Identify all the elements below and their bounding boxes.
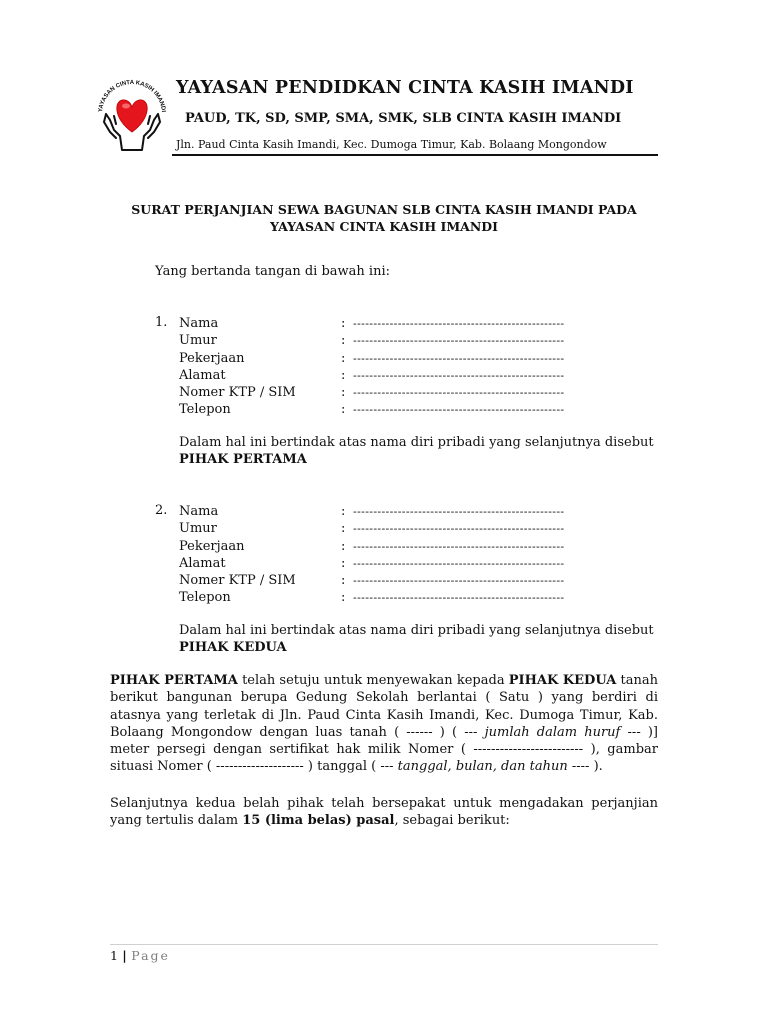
field-blank: ----------------------------------------------------: [353, 403, 565, 417]
field-blank: ----------------------------------------------------: [353, 574, 565, 588]
organization-address: Jln. Paud Cinta Kasih Imandi, Kec. Dumoga Timur, Kab. Bolaang Mongondow: [176, 138, 607, 151]
field-colon: :: [341, 333, 346, 349]
document-title: [110, 201, 658, 235]
field-colon: :: [341, 538, 346, 554]
field-row: [179, 332, 659, 349]
paragraph-text: tanah berikut bangunan berupa Gedung Sekolah berlantai ( Satu ) yang berdiri di atasnya yang terletak di Jln. Paud Cinta Kasih Imandi, Kec. Dumoga Timur, Kab. Bolaang Mongondow dengan luas tanah ( ------ ) ( ---: [110, 673, 659, 740]
party-one-number: 1.: [155, 315, 168, 330]
field-label: Pekerjaan: [179, 350, 245, 366]
page-word: Page: [131, 948, 170, 963]
field-blank: ----------------------------------------------------: [353, 539, 565, 553]
field-row: [179, 572, 659, 589]
school-levels: PAUD, TK, SD, SMP, SMA, SMK, SLB CINTA KASIH IMANDI: [185, 111, 622, 126]
organization-name: YAYASAN PENDIDKAN CINTA KASIH IMANDI: [176, 78, 634, 98]
field-label: Umur: [179, 521, 217, 537]
field-row: [179, 384, 659, 401]
field-blank: ----------------------------------------------------: [353, 317, 565, 330]
foundation-logo: [92, 74, 172, 158]
field-colon: :: [341, 316, 346, 331]
field-label: Nomer KTP / SIM: [179, 573, 296, 589]
left-hand-icon: [104, 114, 122, 150]
field-blank: ----------------------------------------------------: [353, 522, 565, 536]
field-row: [179, 589, 659, 606]
logo-arc-text: YAYASAN CINTA KASIH IMANDI: [98, 79, 166, 113]
title-line-1: SURAT PERJANJIAN SEWA BAGUNAN SLB CINTA KASIH IMANDI PADA: [131, 202, 637, 217]
field-label: Nomer KTP / SIM: [179, 385, 296, 401]
paragraph-text: Selanjutnya kedua belah pihak telah bersepakat untuk mengadakan perjanjian yang tertulis dalam: [110, 796, 658, 829]
field-label: Nama: [179, 504, 219, 519]
field-colon: :: [341, 590, 346, 606]
article-count-bold: 15 (lima belas) pasal: [242, 813, 395, 829]
footer-separator: |: [117, 948, 132, 963]
paragraph-text: --- )] meter persegi dengan sertifikat hak milik Nomer ( ------------------------- ), gambar situasi Nomer ( -------------------- ) tanggal ( ---: [110, 724, 659, 775]
field-colon: :: [341, 402, 346, 418]
field-label: Nama: [179, 316, 219, 331]
field-blank: ----------------------------------------------------: [353, 386, 565, 400]
field-label: Alamat: [179, 555, 226, 571]
field-label: Telepon: [179, 590, 231, 606]
field-colon: :: [341, 521, 346, 537]
field-row: [179, 538, 659, 555]
field-blank: ----------------------------------------------------: [353, 556, 565, 570]
paragraph-text: ---- ).: [567, 759, 603, 775]
field-row: [179, 503, 659, 520]
field-blank: ----------------------------------------------------: [353, 351, 565, 365]
field-colon: :: [341, 504, 346, 519]
party-one-bold: PIHAK PERTAMA: [110, 673, 238, 688]
field-row: [179, 401, 659, 418]
party-one-role: PIHAK PERTAMA: [179, 452, 307, 468]
field-colon: :: [341, 367, 346, 383]
party-two-description: [179, 622, 659, 657]
field-label: Telepon: [179, 402, 231, 418]
field-blank: ----------------------------------------------------: [353, 505, 565, 518]
party-one-description: [179, 434, 659, 469]
party-two-role: PIHAK KEDUA: [179, 640, 287, 656]
header-divider: [172, 154, 658, 156]
paragraph-text: telah setuju untuk menyewakan kepada: [237, 673, 509, 688]
party-two-fields: [179, 503, 659, 607]
right-hand-icon: [142, 114, 160, 150]
field-colon: :: [341, 385, 346, 401]
italic-placeholder: tanggal, bulan, dan tahun: [397, 759, 568, 775]
field-row: [179, 315, 659, 332]
party-two-number: 2.: [155, 503, 168, 518]
page-footer: [110, 948, 170, 963]
party-two-desc-text: Dalam hal ini bertindak atas nama diri pribadi yang selanjutnya disebut: [179, 623, 654, 638]
lease-terms-paragraph: [110, 672, 658, 776]
field-colon: :: [341, 350, 346, 366]
footer-divider: [110, 944, 658, 945]
field-blank: ----------------------------------------------------: [353, 368, 565, 382]
field-row: [179, 350, 659, 367]
field-colon: :: [341, 573, 346, 589]
heart-icon: [117, 100, 147, 132]
agreement-paragraph: [110, 795, 658, 830]
field-row: [179, 555, 659, 572]
field-blank: ----------------------------------------------------: [353, 334, 565, 348]
field-label: Pekerjaan: [179, 538, 245, 554]
page-number: 1: [110, 948, 118, 963]
field-row: [179, 367, 659, 384]
title-line-2: YAYASAN CINTA KASIH IMANDI: [269, 219, 498, 234]
intro-text: Yang bertanda tangan di bawah ini:: [155, 264, 390, 279]
field-blank: ----------------------------------------------------: [353, 591, 565, 605]
field-row: [179, 520, 659, 537]
party-one-fields: [179, 315, 659, 419]
paragraph-text: , sebagai berikut:: [394, 813, 510, 829]
field-label: Umur: [179, 333, 217, 349]
field-label: Alamat: [179, 367, 226, 383]
italic-placeholder: jumlah dalam huruf: [484, 724, 621, 740]
field-colon: :: [341, 555, 346, 571]
party-two-bold: PIHAK KEDUA: [508, 673, 617, 688]
party-one-desc-text: Dalam hal ini bertindak atas nama diri pribadi yang selanjutnya disebut: [179, 435, 654, 450]
